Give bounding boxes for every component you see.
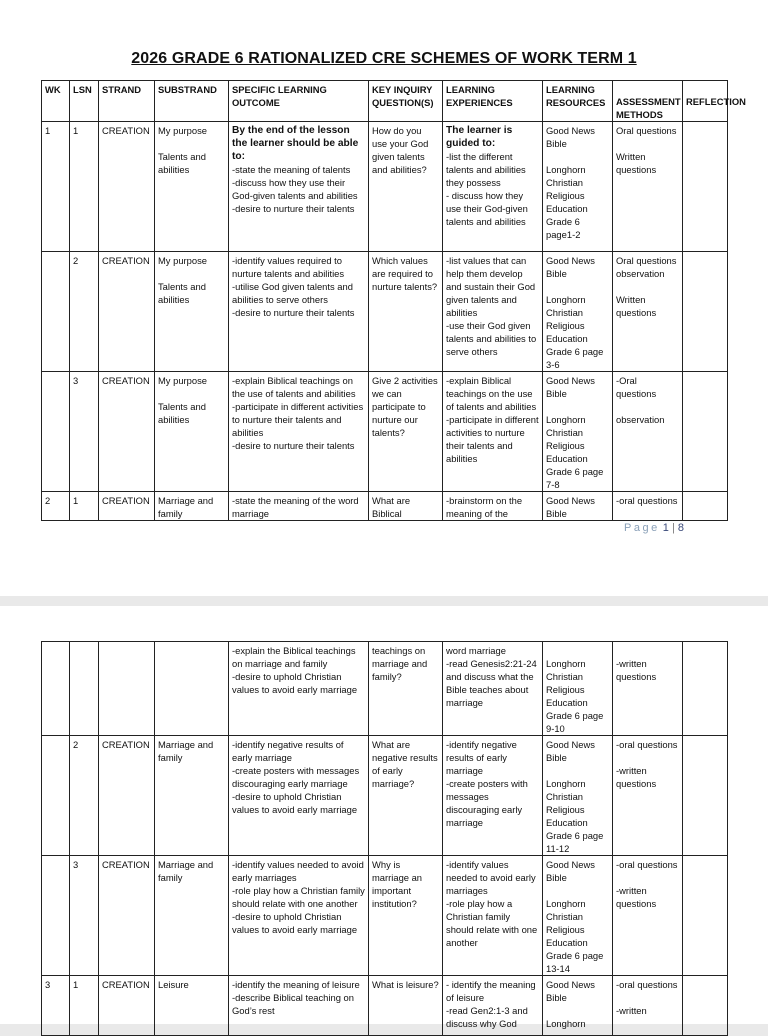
cell-key-inquiry-question: What is leisure? <box>369 976 443 1036</box>
header-lsn: LSN <box>70 81 99 122</box>
page-number <box>624 522 684 534</box>
header-reflection: REFLECTION <box>683 81 728 122</box>
cell-substrand: Marriage and family <box>155 492 229 521</box>
cell-key-inquiry-question: What are negative results of early marriage? <box>369 736 443 856</box>
cell-strand: CREATION <box>99 252 155 372</box>
cell-assessment-methods: -oral questions -written <box>613 976 683 1036</box>
schemes-table-page-1 <box>41 80 746 521</box>
cell-specific-learning-outcome: -explain Biblical teachings on the use of talents and abilities -participate in different activities to nurture their talents and abilities -desire to nurture their talents <box>229 372 369 492</box>
cell-key-inquiry-question: teachings on marriage and family? <box>369 642 443 736</box>
cell-learning-resources: Good News Bible Longhorn Christian Religious Education Grade 6 page 7-8 <box>543 372 613 492</box>
cell-reflection <box>683 736 728 856</box>
cell-key-inquiry-question: Give 2 activities we can participate to nurture our talents? <box>369 372 443 492</box>
table-row <box>42 642 728 736</box>
cell-key-inquiry-question: What are Biblical <box>369 492 443 521</box>
cell-lsn: 2 <box>70 736 99 856</box>
page-separator: | <box>671 522 675 534</box>
cell-assessment-methods: -oral questions -written questions <box>613 856 683 976</box>
page-total: 8 <box>677 522 684 534</box>
cell-substrand: My purpose Talents and abilities <box>155 372 229 492</box>
cell-strand: CREATION <box>99 492 155 521</box>
cell-substrand: Marriage and family <box>155 736 229 856</box>
cell-assessment-methods: -oral questions <box>613 492 683 521</box>
cell-reflection <box>683 642 728 736</box>
header-strand: STRAND <box>99 81 155 122</box>
cell-wk: 3 <box>42 976 70 1036</box>
table-row <box>42 492 728 521</box>
cell-lsn: 1 <box>70 976 99 1036</box>
cell-substrand: My purpose Talents and abilities <box>155 122 229 252</box>
slo-lead-text: By the end of the lesson the learner should be able to: <box>232 125 359 162</box>
cell-learning-experiences: -list values that can help them develop and sustain their God given talents and abilities -use their God given talents and abilities to serve others <box>443 252 543 372</box>
resources-text: Longhorn Christian Religious Education Grade 6 page 9-10 <box>546 658 604 734</box>
table-row <box>42 856 728 976</box>
table-row <box>42 372 728 492</box>
cell-reflection <box>683 122 728 252</box>
cell-specific-learning-outcome <box>229 122 369 252</box>
slo-text: -state the meaning of talents -discuss how they use their God-given talents and abilities -desire to nurture their talents <box>232 164 358 214</box>
cell-learning-experiences <box>443 122 543 252</box>
cell-substrand: Leisure <box>155 976 229 1036</box>
cell-learning-resources: Good News Bible <box>543 492 613 521</box>
document-title: 2026 GRADE 6 RATIONALIZED CRE SCHEMES OF WORK TERM 1 <box>131 50 637 67</box>
cell-learning-experiences: - identify the meaning of leisure -read Gen2:1-3 and discuss why God <box>443 976 543 1036</box>
cell-wk: 1 <box>42 122 70 252</box>
page-label: Page <box>624 522 660 534</box>
cell-strand <box>99 642 155 736</box>
cell-assessment-methods: Oral questions Written questions <box>613 122 683 252</box>
cell-wk <box>42 856 70 976</box>
cell-lsn: 3 <box>70 372 99 492</box>
cell-learning-resources: Good News Bible Longhorn Christian Religious Education Grade 6 page 3-6 <box>543 252 613 372</box>
cell-key-inquiry-question: Which values are required to nurture talents? <box>369 252 443 372</box>
cell-lsn <box>70 642 99 736</box>
cell-wk <box>42 372 70 492</box>
cell-learning-resources: Good News Bible Longhorn Christian Religious Education Grade 6 page1-2 <box>543 122 613 252</box>
cell-specific-learning-outcome: -identify values required to nurture talents and abilities -utilise God given talents and abilities to serve others -desire to nurture their talents <box>229 252 369 372</box>
cell-learning-experiences: -explain Biblical teachings on the use of talents and abilities -participate in different activities to nurture their talents and abilities <box>443 372 543 492</box>
cell-reflection <box>683 492 728 521</box>
assessment-text: -written questions <box>616 658 657 682</box>
header-learning-experiences: LEARNING EXPERIENCES <box>443 81 543 122</box>
cell-strand: CREATION <box>99 122 155 252</box>
header-assessment-methods: ASSESSMENT METHODS <box>613 81 683 122</box>
cell-lsn: 2 <box>70 252 99 372</box>
cell-reflection <box>683 372 728 492</box>
cell-strand: CREATION <box>99 736 155 856</box>
cell-specific-learning-outcome: -identify values needed to avoid early marriages -role play how a Christian family should relate with one another -desire to uphold Christian values to avoid early marriage <box>229 856 369 976</box>
cell-reflection <box>683 856 728 976</box>
cell-assessment-methods: Oral questions observation Written questions <box>613 252 683 372</box>
cell-learning-experiences: -identify values needed to avoid early marriages -role play how a Christian family should relate with one another <box>443 856 543 976</box>
table-row <box>42 122 728 252</box>
cell-lsn: 3 <box>70 856 99 976</box>
cell-substrand: Marriage and family <box>155 856 229 976</box>
document-page-2 <box>0 606 768 1029</box>
header-wk: WK <box>42 81 70 122</box>
table-row <box>42 976 728 1036</box>
cell-assessment-methods: -oral questions -written questions <box>613 736 683 856</box>
le-text: -list the different talents and abilities they possess - discuss how they use their God-given talents and abilities <box>446 151 528 227</box>
cell-lsn: 1 <box>70 122 99 252</box>
cell-strand: CREATION <box>99 856 155 976</box>
cell-strand: CREATION <box>99 976 155 1036</box>
cell-key-inquiry-question: How do you use your God given talents and abilities? <box>369 122 443 252</box>
page-current: 1 <box>662 522 669 534</box>
cell-learning-experiences: -brainstorm on the meaning of the <box>443 492 543 521</box>
table-row <box>42 736 728 856</box>
schemes-table-page-2 <box>41 641 728 1036</box>
cell-substrand: My purpose Talents and abilities <box>155 252 229 372</box>
table-row <box>42 252 728 372</box>
cell-learning-resources <box>543 642 613 736</box>
cell-learning-resources: Good News Bible Longhorn Christian Religious Education Grade 6 page 13-14 <box>543 856 613 976</box>
cell-learning-resources: Good News Bible Longhorn <box>543 976 613 1036</box>
header-key-inquiry-questions: KEY INQUIRY QUESTION(S) <box>369 81 443 122</box>
cell-reflection <box>683 252 728 372</box>
cell-specific-learning-outcome: -identify negative results of early marriage -create posters with messages discouraging early marriage -desire to uphold Christian values to avoid early marriage <box>229 736 369 856</box>
header-substrand: SUBSTRAND <box>155 81 229 122</box>
cell-learning-experiences: word marriage -read Genesis2:21-24 and discuss what the Bible teaches about marriage <box>443 642 543 736</box>
cell-specific-learning-outcome: -identify the meaning of leisure -describe Biblical teaching on God’s rest <box>229 976 369 1036</box>
cell-learning-resources: Good News Bible Longhorn Christian Religious Education Grade 6 page 11-12 <box>543 736 613 856</box>
cell-wk <box>42 642 70 736</box>
cell-substrand <box>155 642 229 736</box>
cell-wk <box>42 736 70 856</box>
cell-strand: CREATION <box>99 372 155 492</box>
header-specific-learning-outcome: SPECIFIC LEARNING OUTCOME <box>229 81 369 122</box>
le-lead-text: The learner is guided to: <box>446 125 513 149</box>
cell-specific-learning-outcome: -state the meaning of the word marriage <box>229 492 369 521</box>
cell-key-inquiry-question: Why is marriage an important institution? <box>369 856 443 976</box>
cell-assessment-methods <box>613 642 683 736</box>
cell-reflection <box>683 976 728 1036</box>
cell-assessment-methods: -Oral questions observation <box>613 372 683 492</box>
cell-lsn: 1 <box>70 492 99 521</box>
table-header-row <box>42 81 728 122</box>
header-learning-resources: LEARNING RESOURCES <box>543 81 613 122</box>
cell-learning-experiences: -identify negative results of early marriage -create posters with messages discouraging early marriage <box>443 736 543 856</box>
cell-wk <box>42 252 70 372</box>
cell-wk: 2 <box>42 492 70 521</box>
cell-specific-learning-outcome: -explain the Biblical teachings on marriage and family -desire to uphold Christian values to avoid early marriage <box>229 642 369 736</box>
